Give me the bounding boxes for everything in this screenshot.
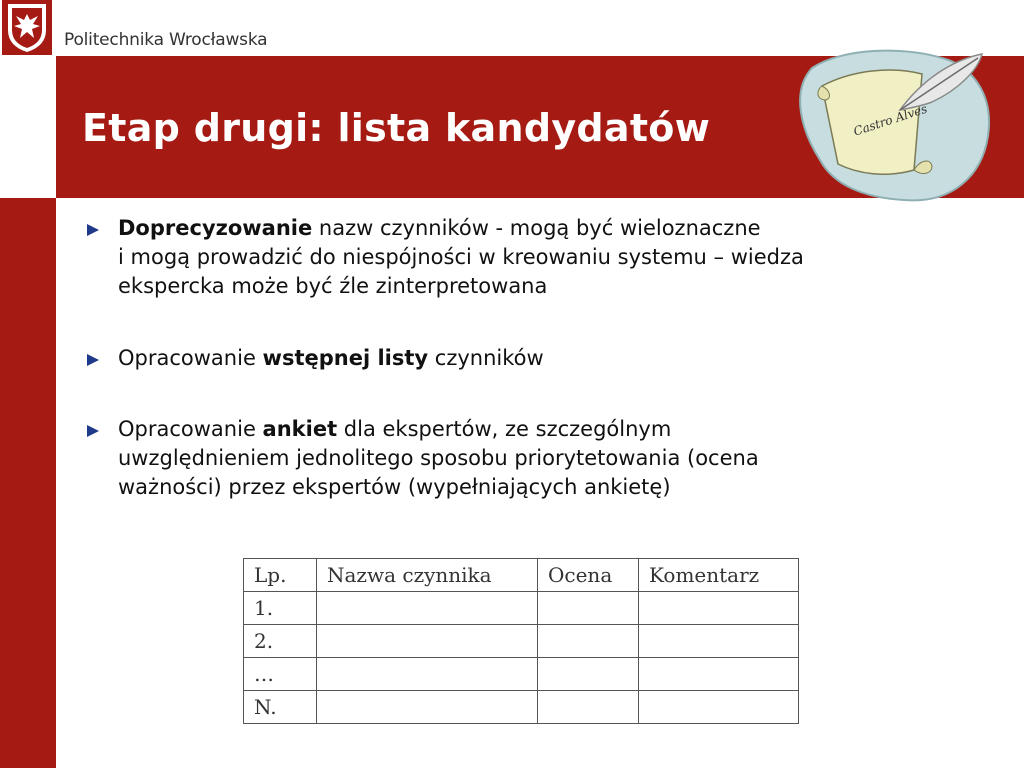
empty-cell: [538, 691, 639, 724]
bullet-bold: wstępnej listy: [262, 346, 429, 370]
bullet-text: czynników: [428, 346, 544, 370]
scroll-quill-icon: [782, 40, 1004, 210]
bullet-text: dla ekspertów, ze szczególnym: [337, 417, 672, 441]
bullet-item: [82, 415, 1002, 502]
empty-cell: [317, 691, 538, 724]
bullet-text: Opracowanie: [118, 346, 263, 370]
institution-name: Politechnika Wrocławska: [64, 30, 268, 50]
bullet-list: [82, 214, 1002, 502]
bullet-bold: Doprecyzowanie: [118, 216, 313, 240]
table-header-row: [244, 559, 799, 592]
bullet-text: i mogą prowadzić do niespójności w kreowaniu systemu – wiedza: [118, 245, 804, 269]
empty-cell: [639, 592, 799, 625]
table-row: [244, 658, 799, 691]
empty-cell: [538, 625, 639, 658]
row-number: N.: [244, 691, 317, 724]
empty-cell: [317, 592, 538, 625]
column-header: Komentarz: [639, 559, 799, 592]
empty-cell: [639, 658, 799, 691]
survey-table: [243, 558, 799, 724]
eagle-crest-icon: [2, 0, 52, 55]
bullet-text: nazw czynników - mogą być wieloznaczne: [312, 216, 761, 240]
row-number: …: [244, 658, 317, 691]
bullet-text: ważności) przez ekspertów (wypełniających ankietę): [118, 475, 671, 499]
bullet-text: Opracowanie: [118, 417, 263, 441]
left-accent-stripe: [0, 198, 56, 768]
row-number: 2.: [244, 625, 317, 658]
empty-cell: [538, 658, 639, 691]
table-row: [244, 691, 799, 724]
table-row: [244, 592, 799, 625]
triangle-bullet-icon: [86, 353, 100, 367]
column-header: Ocena: [538, 559, 639, 592]
bullet-text: uwzględnieniem jednolitego sposobu priorytetowania (ocena: [118, 446, 759, 470]
bullet-item: [82, 214, 1002, 301]
empty-cell: [317, 658, 538, 691]
empty-cell: [639, 625, 799, 658]
table-row: [244, 625, 799, 658]
triangle-bullet-icon: [86, 223, 100, 237]
empty-cell: [538, 592, 639, 625]
decoration-text: Castro Alves: [851, 101, 929, 139]
triangle-bullet-icon: [86, 424, 100, 438]
column-header: Lp.: [244, 559, 317, 592]
bullet-text: ekspercka może być źle zinterpretowana: [118, 274, 548, 298]
bullet-bold: ankiet: [262, 417, 338, 441]
row-number: 1.: [244, 592, 317, 625]
column-header: Nazwa czynnika: [317, 559, 538, 592]
empty-cell: [317, 625, 538, 658]
slide-title: Etap drugi: lista kandydatów: [82, 106, 711, 150]
bullet-item: [82, 344, 1002, 373]
empty-cell: [639, 691, 799, 724]
